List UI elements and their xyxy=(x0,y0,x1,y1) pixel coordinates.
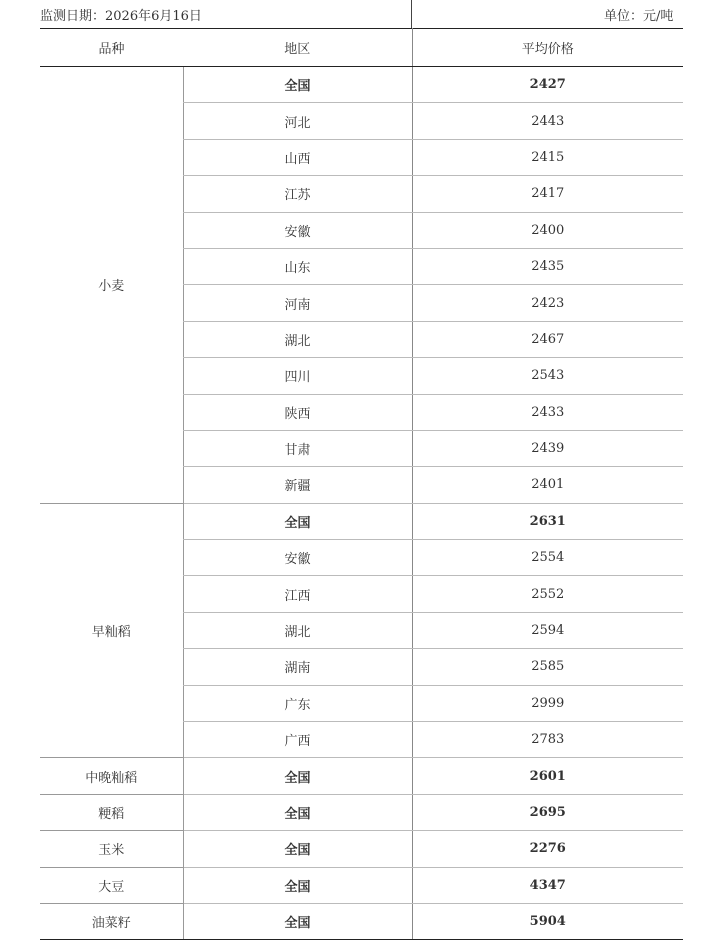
region-cell: 全国 xyxy=(183,831,412,867)
region-cell: 广东 xyxy=(183,685,412,721)
unit-label: 单位：元/吨 xyxy=(604,9,674,24)
region-cell: 安徽 xyxy=(183,540,412,576)
table-row xyxy=(40,903,683,939)
price-cell: 2695 xyxy=(412,794,683,830)
region-cell: 全国 xyxy=(183,794,412,830)
region-cell: 全国 xyxy=(183,903,412,939)
price-cell: 4347 xyxy=(412,867,683,903)
table-header-row xyxy=(40,29,683,67)
price-cell: 2594 xyxy=(412,612,683,648)
header-region: 地区 xyxy=(183,29,412,67)
variety-cell: 早籼稻 xyxy=(40,503,183,758)
price-cell: 2585 xyxy=(412,649,683,685)
price-cell: 2439 xyxy=(412,430,683,466)
price-cell: 2783 xyxy=(412,722,683,758)
region-cell: 广西 xyxy=(183,722,412,758)
price-cell: 2631 xyxy=(412,503,683,539)
monitor-date: 监测日期：2026年6月16日 xyxy=(40,9,202,24)
region-cell: 全国 xyxy=(183,503,412,539)
price-cell: 2417 xyxy=(412,176,683,212)
table-row xyxy=(40,67,683,103)
table-row xyxy=(40,503,683,539)
price-cell: 2415 xyxy=(412,139,683,175)
table-row xyxy=(40,867,683,903)
price-cell: 2999 xyxy=(412,685,683,721)
table-row xyxy=(40,758,683,794)
header-variety: 品种 xyxy=(40,29,183,67)
variety-cell: 油菜籽 xyxy=(40,903,183,939)
price-cell: 2554 xyxy=(412,540,683,576)
region-cell: 河北 xyxy=(183,103,412,139)
region-cell: 江苏 xyxy=(183,176,412,212)
header-divider xyxy=(411,0,412,28)
price-cell: 2552 xyxy=(412,576,683,612)
region-cell: 全国 xyxy=(183,67,412,103)
variety-cell: 大豆 xyxy=(40,867,183,903)
price-cell: 2427 xyxy=(412,67,683,103)
price-table xyxy=(40,28,683,940)
price-cell: 2276 xyxy=(412,831,683,867)
region-cell: 江西 xyxy=(183,576,412,612)
table-row xyxy=(40,831,683,867)
variety-cell: 中晚籼稻 xyxy=(40,758,183,794)
table-body xyxy=(40,67,683,940)
variety-cell: 小麦 xyxy=(40,67,183,504)
region-cell: 陕西 xyxy=(183,394,412,430)
region-cell: 全国 xyxy=(183,758,412,794)
price-cell: 2435 xyxy=(412,248,683,284)
region-cell: 全国 xyxy=(183,867,412,903)
region-cell: 河南 xyxy=(183,285,412,321)
region-cell: 湖北 xyxy=(183,321,412,357)
price-cell: 2601 xyxy=(412,758,683,794)
price-cell: 5904 xyxy=(412,903,683,939)
region-cell: 安徽 xyxy=(183,212,412,248)
region-cell: 湖北 xyxy=(183,612,412,648)
price-cell: 2443 xyxy=(412,103,683,139)
price-cell: 2433 xyxy=(412,394,683,430)
price-cell: 2543 xyxy=(412,358,683,394)
price-cell: 2400 xyxy=(412,212,683,248)
price-cell: 2401 xyxy=(412,467,683,503)
region-cell: 山西 xyxy=(183,139,412,175)
region-cell: 甘肃 xyxy=(183,430,412,466)
price-cell: 2467 xyxy=(412,321,683,357)
region-cell: 四川 xyxy=(183,358,412,394)
header-price: 平均价格 xyxy=(412,29,683,67)
price-cell: 2423 xyxy=(412,285,683,321)
table-row xyxy=(40,794,683,830)
variety-cell: 玉米 xyxy=(40,831,183,867)
region-cell: 山东 xyxy=(183,248,412,284)
region-cell: 新疆 xyxy=(183,467,412,503)
variety-cell: 粳稻 xyxy=(40,794,183,830)
region-cell: 湖南 xyxy=(183,649,412,685)
